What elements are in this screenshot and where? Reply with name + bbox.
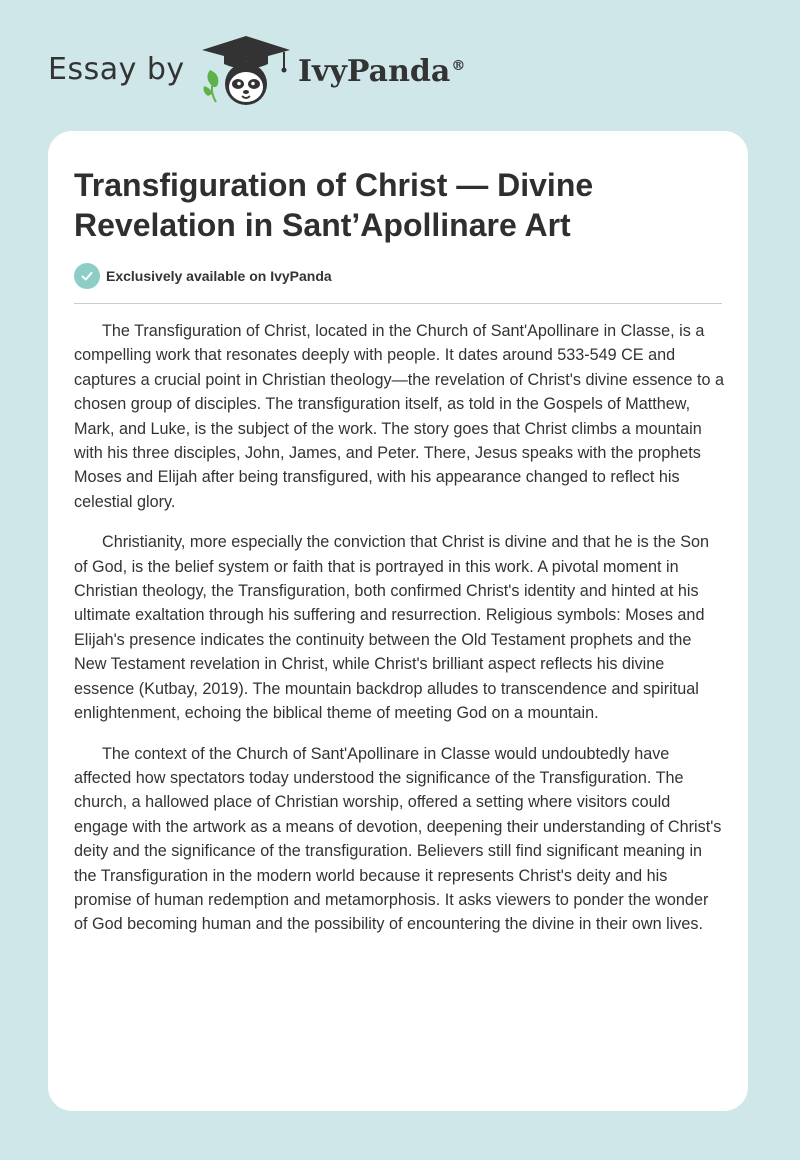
panda-graduate-logo-icon[interactable] [198,34,294,110]
brand-prefix: Essay by [48,52,185,87]
site-header [0,0,800,130]
essay-body [74,319,726,953]
exclusive-badge-label: Exclusively available on IvyPanda [106,268,332,284]
essay-paragraph: The Transfiguration of Christ, located in the Church of Sant'Apollinare in Classe, is a compelling work that resonates deeply with people. It dates around 533-549 CE and captures a crucial point in Christian theology—the revelation of Christ's divine essence to a chosen group of disciples. The transfiguration itself, as told in the Gospels of Matthew, Mark, and Luke, is the subject of the work. The story goes that Christ climbs a mountain with his three disciples, John, James, and Peter. There, Jesus speaks with the prophets Moses and Elijah after being transfigured, with his appearance changed to reflect his celestial glory. [74,322,725,511]
essay-card [48,131,748,1111]
essay-paragraph: Christianity, more especially the conviction that Christ is divine and that he is the Son of God, is the belief system or faith that is portrayed in this work. A pivotal moment in Christian theology, the Transfiguration, both confirmed Christ's identity and hinted at his ultimate exaltation through his suffering and resurrection. Religious symbols: Moses and Elijah's presence indicates the continuity between the Old Testament prophets and the New Testament revelation in Christ, while Christ's brilliant aspect reflects his divine essence (Kutbay, 2019). The mountain backdrop alludes to transcendence and spiritual enlightenment, echoing the biblical theme of meeting God on a mountain. [74,533,710,723]
check-circle-icon [74,263,100,289]
exclusive-badge [74,263,332,289]
essay-title: Transfiguration of Christ — Divine Revelation in Sant’Apollinare Art [74,167,594,243]
registered-mark: ® [451,58,466,74]
title-divider [74,303,722,304]
brand-name[interactable]: IvyPanda® [298,54,466,89]
essay-paragraph: The context of the Church of Sant'Apollinare in Classe would undoubtedly have affected how spectators today understood the significance of the Transfiguration. The church, a hallowed place of Christian worship, offered a setting where visitors could engage with the artwork as a means of devotion, deepening their understanding of Christ's deity and the significance of the transfiguration. Believers still find significant meaning in the Transfiguration in the modern world because it represents Christ's deity and his promise of human redemption and metamorphosis. It asks viewers to ponder the wonder of God becoming human and the possibility of encountering the divine in their own lives. [74,744,722,934]
